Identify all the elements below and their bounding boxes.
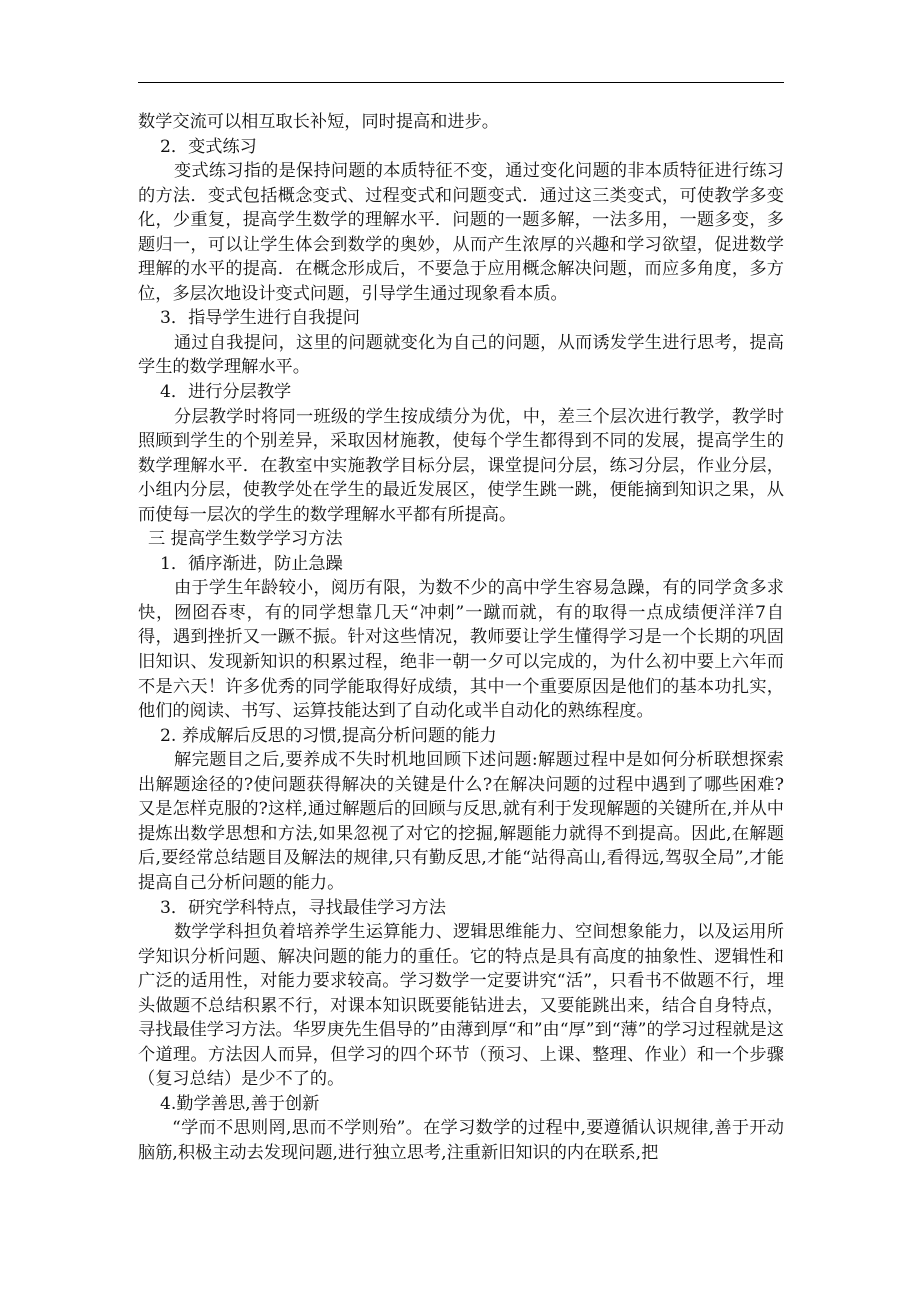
paragraph: 分层教学时将同一班级的学生按成绩分为优，中，差三个层次进行教学，教学时照顾到学生的个别差异，采取因材施教，使每个学生都得到不同的发展，提高学生的数学理解水平．在教室中实施教学目标分层，课堂提问分层，练习分层，作业分层，小组内分层，使教学处在学生的最近发展区，使学生跳一跳，便能摘到知识之果，从而使每一层次的学生的数学理解水平都有所提高。	[138, 406, 784, 525]
heading-3: 3．指导学生进行自我提问	[160, 308, 360, 329]
subheading-1: 1．循序渐进，防止急躁	[160, 553, 343, 574]
paragraph: “学而不思则罔,思而不学则殆”。在学习数学的过程中,要遵循认识规律,善于开动脑筋,积极主动去发现问题,进行独立思考,注重新旧知识的内在联系,把	[138, 1118, 784, 1163]
subheading-2: 2. 养成解后反思的习惯,提高分析问题的能力	[160, 725, 497, 746]
paragraph: 解完题目之后,要养成不失时机地回顾下述问题:解题过程中是如何分析联想探索出解题途径的?使问题获得解决的关键是什么?在解决问题的过程中遇到了哪些困难?又是怎样克服的?这样,通过解题后的回顾与反思,就有利于发现解题的关键所在,并从中提炼出数学思想和方法,如果忽视了对它的挖掘,解题能力就得不到提高。因此,在解题后,要经常总结题目及解法的规律,只有勤反思,才能“站得高山,看得远,驾驭全局”,才能提高自己分析问题的能力。	[138, 750, 784, 893]
paragraph: 由于学生年龄较小，阅历有限，为数不少的高中学生容易急躁，有的同学贪多求快，囫囵吞枣，有的同学想靠几天“冲刺”一蹴而就，有的取得一点成绩便洋洋7自得，遇到挫折又一蹶不振。针对这些情况，教师要让学生懂得学习是一个长期的巩固旧知识、发现新知识的积累过程，绝非一朝一夕可以完成的，为什么初中要上六年而不是六天！许多优秀的同学能取得好成绩，其中一个重要原因是他们的基本功扎实，他们的阅读、书写、运算技能达到了自动化或半自动化的熟练程度。	[138, 578, 784, 722]
paragraph: 变式练习指的是保持问题的本质特征不变，通过变化问题的非本质特征进行练习的方法．变式包括概念变式、过程变式和问题变式．通过这三类变式，可使教学多变化，少重复，提高学生数学的理解水平．问题的一题多解，一法多用，一题多变，多题归一，可以让学生体会到数学的奥妙，从而产生浓厚的兴趣和学习欲望，促进数学理解的水平的提高．在概念形成后，不要急于应用概念解决问题，而应多角度，多方位，多层次地设计变式问题，引导学生通过现象看本质。	[138, 161, 784, 304]
subheading-4: 4.勤学善思,善于创新	[160, 1093, 320, 1114]
heading-2: 2．变式练习	[160, 136, 257, 157]
subheading-3: 3．研究学科特点，寻找最佳学习方法	[160, 897, 446, 918]
header-rule	[138, 82, 784, 83]
paragraph: 数学学科担负着培养学生运算能力、逻辑思维能力、空间想象能力，以及运用所学知识分析问题、解决问题的能力的重任。它的特点是具有高度的抽象性、逻辑性和广泛的适用性，对能力要求较高。学习数学一定要讲究“活”，只看书不做题不行，埋头做题不总结积累不行，对课本知识既要能钻进去，又要能跳出来，结合自身特点，寻找最佳学习方法。华罗庚先生倡导的”由薄到厚“和”由“厚”到“薄”的学习过程就是这个道理。方法因人而异，但学习的四个环节（预习、上课、整理、作业）和一个步骤（复习总结）是少不了的。	[138, 922, 784, 1090]
heading-4: 4．进行分层教学	[160, 382, 292, 403]
paragraph: 数学交流可以相互取长补短，同时提高和进步。	[138, 112, 499, 132]
paragraph: 通过自我提问，这里的问题就变化为自己的问题，从而诱发学生进行思考，提高学生的数学理解水平。	[138, 332, 784, 378]
document-body	[138, 110, 784, 1166]
section-heading: 三 提高学生数学学习方法	[148, 529, 343, 550]
